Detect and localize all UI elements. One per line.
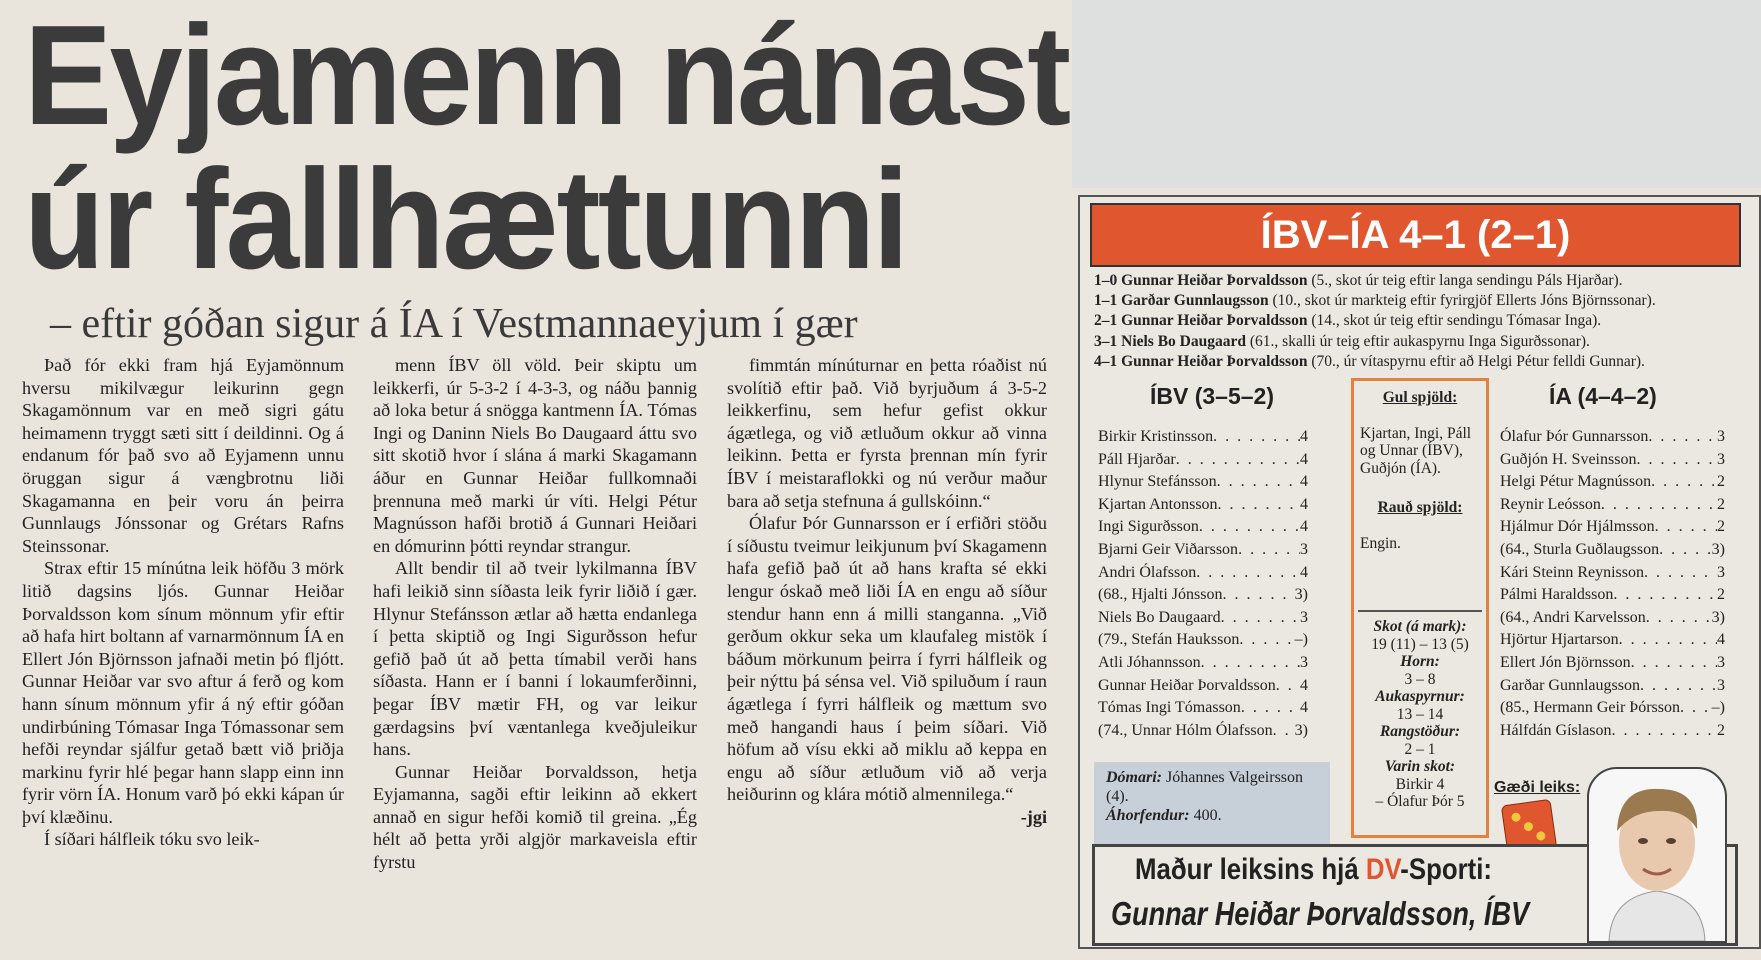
home-lineup: [1098, 426, 1308, 742]
player-name: Garðar Gunnlaugsson: [1500, 676, 1640, 694]
yellow-cards-text: Kjartan, Ingi, Páll og Unnar (ÍBV), Guðjón (ÍA).: [1360, 424, 1472, 477]
die-pip: [1523, 821, 1533, 831]
saves-value-away: – Ólafur Þór 5: [1375, 793, 1465, 810]
away-team-heading: ÍA (4–4–2): [1549, 383, 1657, 409]
red-cards-label: Rauð spjöld:: [1377, 499, 1463, 516]
lineup-row: [1098, 426, 1308, 449]
leader-dots: [1613, 584, 1717, 607]
player-rating: 3: [1717, 676, 1725, 694]
player-rating: 3: [1717, 563, 1725, 581]
leader-dots: [1199, 516, 1300, 539]
player-name: Atli Jóhannsson: [1098, 653, 1201, 671]
leader-dots: [1655, 516, 1717, 539]
leader-dots: [1640, 675, 1717, 698]
lineup-row: [1098, 720, 1308, 743]
leader-dots: [1619, 629, 1717, 652]
player-name: Gunnar Heiðar Þorvaldsson: [1098, 676, 1276, 694]
player-name: Niels Bo Daugaard: [1098, 608, 1221, 626]
leader-dots: [1651, 471, 1717, 494]
player-name: Ellert Jón Björnsson: [1500, 653, 1631, 671]
lineup-row: [1500, 494, 1725, 517]
lineup-row: [1098, 584, 1308, 607]
dv-brand: DV: [1365, 853, 1401, 886]
paragraph: fimmtán mínúturnar en þetta róaðist nú svolítið eftir það. Við byrjuðum á 3-5-2 leikkerfinu, sem hefur gefist okkur ágætlega, og við ætluðum okkur að vinna leikinn. Þetta er fyrsta þrennan mín fyrir ÍBV í meistaraflokki og nú verður maður bara að setja stefnuna á gullskóinn.“: [727, 355, 1047, 511]
article-column-2: [373, 354, 697, 874]
leader-dots: [1196, 562, 1300, 585]
goal-list: [1094, 271, 1754, 372]
match-stats-panel: [1351, 378, 1489, 838]
offside-value: 2 – 1: [1404, 740, 1436, 758]
leader-dots: [1659, 539, 1712, 562]
lineup-row: [1098, 675, 1308, 698]
player-rating: 4: [1300, 473, 1308, 491]
lineup-row: [1098, 494, 1308, 517]
goal-item: 4–1 Gunnar Heiðar Þorvaldsson (70., úr vítaspyrnu eftir að Helgi Pétur felldi Gunnar).: [1094, 352, 1645, 370]
lineup-row: [1098, 629, 1308, 652]
player-name: Ingi Sigurðsson: [1098, 518, 1199, 536]
corners-label: Horn:: [1400, 653, 1440, 670]
leader-dots: [1601, 494, 1717, 517]
player-name: Reynir Leósson: [1500, 495, 1601, 513]
player-name: (85., Hermann Geir Þórsson: [1500, 699, 1680, 717]
leader-dots: [1239, 629, 1294, 652]
player-name: Hjálmur Dór Hjálmsson: [1500, 518, 1655, 536]
corners-value: 3 – 8: [1404, 670, 1436, 688]
player-rating: –): [1711, 699, 1725, 717]
saves-label: Varin skot:: [1384, 758, 1456, 775]
match-quality-label: Gæði leiks:: [1494, 779, 1581, 796]
lineup-row: [1500, 562, 1725, 585]
player-rating: 3): [1294, 586, 1308, 604]
freekicks-label: Aukaspyrnur:: [1375, 688, 1465, 705]
player-name: Guðjón H. Sveinsson: [1500, 450, 1637, 468]
match-score-banner: ÍBV–ÍA 4–1 (2–1): [1090, 203, 1741, 267]
shots-value: 19 (11) – 13 (5): [1371, 635, 1469, 653]
die-pip: [1511, 812, 1521, 822]
player-name: (64., Andri Karvelsson: [1500, 608, 1646, 626]
leader-dots: [1273, 720, 1295, 743]
leader-dots: [1276, 675, 1300, 698]
leader-dots: [1241, 697, 1300, 720]
article-column-3: [727, 354, 1047, 828]
player-name: (68., Hjalti Jónsson: [1098, 586, 1223, 604]
player-rating: 4: [1300, 428, 1308, 445]
lineup-row: [1098, 562, 1308, 585]
paragraph: Í síðari hálfleik tóku svo leik-: [44, 829, 260, 850]
player-name: Andri Ólafsson: [1098, 563, 1197, 581]
player-photo: [1587, 767, 1727, 943]
player-rating: 3: [1300, 540, 1308, 558]
headline-line-2: úr fallhættunni: [24, 140, 907, 299]
player-name: (64., Sturla Guðlaugsson: [1500, 540, 1660, 558]
player-name: Hjörtur Hjartarson: [1500, 631, 1619, 649]
match-factbox: [1078, 195, 1761, 949]
player-rating: 3: [1300, 653, 1308, 671]
leader-dots: [1631, 652, 1717, 675]
player-name: Tómas Ingi Tómasson: [1098, 699, 1241, 717]
leader-dots: [1646, 607, 1712, 630]
player-portrait-icon: [1589, 769, 1725, 941]
player-rating: 3): [1294, 721, 1308, 739]
player-rating: 2: [1717, 518, 1725, 536]
goal-item: 2–1 Gunnar Heiðar Þorvaldsson (14., skot úr teig eftir sendingu Tómasar Inga).: [1094, 312, 1602, 330]
leader-dots: [1648, 426, 1717, 449]
lineup-row: [1500, 471, 1725, 494]
lineup-row: [1500, 720, 1725, 743]
lineup-row: [1500, 697, 1725, 720]
player-rating: 4: [1300, 563, 1308, 581]
player-name: Bjarni Geir Viðarsson: [1098, 540, 1239, 558]
attendance-value: 400.: [1193, 807, 1222, 824]
die-pip: [1536, 831, 1546, 841]
player-rating: 3: [1717, 450, 1725, 468]
leader-dots: [1238, 539, 1300, 562]
lineup-row: [1500, 629, 1725, 652]
leader-dots: [1612, 720, 1717, 743]
leader-dots: [1644, 562, 1717, 585]
player-name: Birkir Kristinsson: [1098, 428, 1214, 445]
paragraph: Það fór ekki fram hjá Eyjamönnum hversu mikilvægur leikurinn gegn Skagamönnum var en með sigri gátu heimamenn tryggt sæti sitt í deildinni. Og á endanum fór það svo að Eyjamenn unnu öruggan sigur á vængbrotnu liði Skagamanna en þeir voru án þeirra Gunnlaugs Jónssonar og Grétars Rafns Steinssonar.: [22, 355, 344, 556]
attendance-label: Áhorfendur:: [1106, 807, 1190, 824]
player-name: Kári Steinn Reynisson: [1500, 563, 1644, 581]
player-name: Pálmi Haraldsson: [1500, 586, 1614, 604]
goal-item: 3–1 Niels Bo Daugaard (61., skalli úr teig eftir aukaspyrnu Inga Sigurðssonar).: [1094, 332, 1590, 350]
lineup-row: [1098, 539, 1308, 562]
player-name: (74., Unnar Hólm Ólafsson: [1098, 721, 1273, 739]
paragraph: Gunnar Heiðar Þorvaldsson, hetja Eyjamanna, sagði eftir leikinn að ekkert annað en sigur hefði komið til greina. „Ég hélt að þetta yrði algjör markaveisla eftir fyrstu: [373, 761, 697, 873]
lineup-row: [1098, 607, 1308, 630]
player-name: Kjartan Antonsson: [1098, 495, 1218, 513]
referee-value: Jóhannes Valgeirsson (4).: [1106, 769, 1304, 805]
lineup-row: [1500, 539, 1725, 562]
offside-label: Rangstöður:: [1379, 723, 1461, 740]
lineup-row: [1500, 449, 1725, 472]
divider: [1358, 610, 1482, 612]
player-rating: 4: [1300, 699, 1308, 717]
saves-value-home: Birkir 4: [1395, 775, 1445, 793]
leader-dots: [1222, 584, 1294, 607]
player-rating: 3: [1717, 653, 1725, 671]
paragraph: [727, 512, 1047, 827]
player-name: (79., Stefán Hauksson: [1098, 631, 1240, 649]
leader-dots: [1176, 449, 1300, 472]
player-rating: 3: [1717, 428, 1725, 445]
article-column-1: [22, 354, 344, 851]
player-name: Hlynur Stefánsson: [1098, 473, 1217, 491]
player-rating: –): [1294, 631, 1308, 649]
motm-player-name: Gunnar Heiðar Þorvaldsson, ÍBV: [1111, 895, 1530, 932]
paragraph: Allt bendir til að tveir lykilmanna ÍBV hafi leikið sinn síðasta leik fyrir liðið í gær. Hlynur Stefánsson ætlar að hætta endanlega í þetta skiptið og Ingi Sigurðsson hefur gefið það út að þetta tímabil verði hans síðasta. Hann er í banni í lokaumferðinni, þegar ÍBV mætir FH, og var leikur gærdagsins því væntanlega kveðjuleikur hans.: [373, 558, 697, 760]
lineup-row: [1098, 471, 1308, 494]
author-signature: -jgi: [1020, 806, 1047, 827]
attendance-line: [1106, 806, 1322, 825]
blank-area: [1072, 0, 1761, 188]
lineup-row: [1098, 449, 1308, 472]
goal-item: 1–1 Garðar Gunnlaugsson (10., skot úr markteig eftir fyrirgjöf Ellerts Jóns Björnssonar).: [1094, 292, 1656, 310]
player-rating: 2: [1717, 473, 1725, 491]
player-rating: 4: [1300, 450, 1308, 468]
referee-panel: [1094, 762, 1330, 844]
red-cards-text: Engin.: [1360, 534, 1401, 552]
leader-dots: [1221, 607, 1300, 630]
leader-dots: [1217, 471, 1300, 494]
headline-line-1: Eyjamenn nánast: [24, 0, 1069, 155]
lineup-row: [1500, 607, 1725, 630]
leader-dots: [1680, 697, 1712, 720]
player-name: Ólafur Þór Gunnarsson: [1500, 428, 1649, 445]
subheadline: – eftir góðan sigur á ÍA í Vestmannaeyjum í gær: [50, 301, 858, 347]
lineup-row: [1500, 584, 1725, 607]
away-lineup: [1500, 426, 1725, 742]
referee-line: [1106, 768, 1322, 806]
player-name: Helgi Pétur Magnússon: [1500, 473, 1652, 491]
lineup-row: [1500, 426, 1725, 449]
lineup-row: [1098, 697, 1308, 720]
player-rating: 3): [1711, 540, 1725, 558]
goal-item: 1–0 Gunnar Heiðar Þorvaldsson (5., skot úr teig eftir langa sendingu Páls Hjarðar).: [1094, 272, 1623, 289]
player-rating: 2: [1717, 586, 1725, 604]
player-rating: 2: [1717, 721, 1725, 739]
lineup-row: [1098, 516, 1308, 539]
headline: [24, 0, 1069, 299]
leader-dots: [1201, 652, 1300, 675]
leader-dots: [1218, 494, 1300, 517]
home-team-heading: ÍBV (3–5–2): [1150, 383, 1275, 409]
lineup-row: [1098, 652, 1308, 675]
player-rating: 3: [1300, 608, 1308, 626]
player-rating: 2: [1717, 495, 1725, 513]
leader-dots: [1213, 426, 1300, 449]
paragraph: Strax eftir 15 mínútna leik höfðu 3 mörk litið dagsins ljós. Gunnar Heiðar Þorvaldsson kom sínum mönnum yfir eftir að hafa hirt boltann af varnarmönnum ÍA en Ellert Jón Björnsson jafnaði metin þó fljótt. Gunnar Heiðar var svo aftur á ferð og kom hann sínum mönnum yfir á ný eftir góðan undirbúning Tómasar Inga Tómassonar sem hefði reyndar sjálfur getað bætt við þriðja markinu fyrir hlé þegar hann slapp einn inn fyrir vörn ÍA. Honum varð þó ekki kápan úr því klæðinu.: [22, 558, 344, 827]
player-name: Hálfdán Gíslason: [1500, 721, 1612, 739]
player-rating: 4: [1300, 495, 1308, 513]
lineup-row: [1500, 675, 1725, 698]
lineup-row: [1500, 516, 1725, 539]
referee-label: Dómari:: [1106, 769, 1162, 786]
shots-label: Skot (á mark):: [1373, 618, 1467, 635]
paragraph: menn ÍBV öll völd. Þeir skiptu um leikkerfi, úr 5-3-2 í 4-3-3, og náðu þannig að loka betur á snögga kantmenn ÍA. Tómas Ingi og Daninn Niels Bo Daugaard áttu svo sitt skotið hvor í slána á marki Skagamann áður en Gunnar Heiðar fullkomnaði þrennuna með marki úr víti. Helgi Pétur Magnússon hafði brotið á Gunnari Heiðari en dómurinn þótti reyndar strangur.: [373, 355, 697, 556]
motm-title: Maður leiksins hjá DV-Sporti:: [1135, 853, 1492, 886]
player-rating: 4: [1300, 676, 1308, 694]
leader-dots: [1636, 449, 1717, 472]
yellow-cards-label: Gul spjöld:: [1382, 389, 1458, 406]
lineup-row: [1500, 652, 1725, 675]
player-rating: 4: [1300, 518, 1308, 536]
player-rating: 4: [1717, 631, 1725, 649]
player-rating: 3): [1711, 608, 1725, 626]
freekicks-value: 13 – 14: [1396, 705, 1444, 723]
paragraph-text: Ólafur Þór Gunnarsson er í erfiðri stöðu í síðustu tveimur leikjunum því Skagamenn hafa gefið það út að hans krafta sé ekki lengur óskað með liði ÍA en engu að síður stendur hann enn á milli stanganna. „Við gerðum okkur seka um klaufaleg mistök í báðum mörkunum þeirra í fyrri hálfleik og þeir nýttu þá sénsa vel. Við spiluðum í raun ágætlega í fyrri hálfleik og mættum svo með hangandi haus í þeim síðari. Við höfum að vísu ekki að miklu að keppa en engu að síður ætluðum við að verja heiðurinn og klára mótið almennilega.“: [727, 513, 1047, 805]
player-name: Páll Hjarðar: [1098, 450, 1176, 468]
